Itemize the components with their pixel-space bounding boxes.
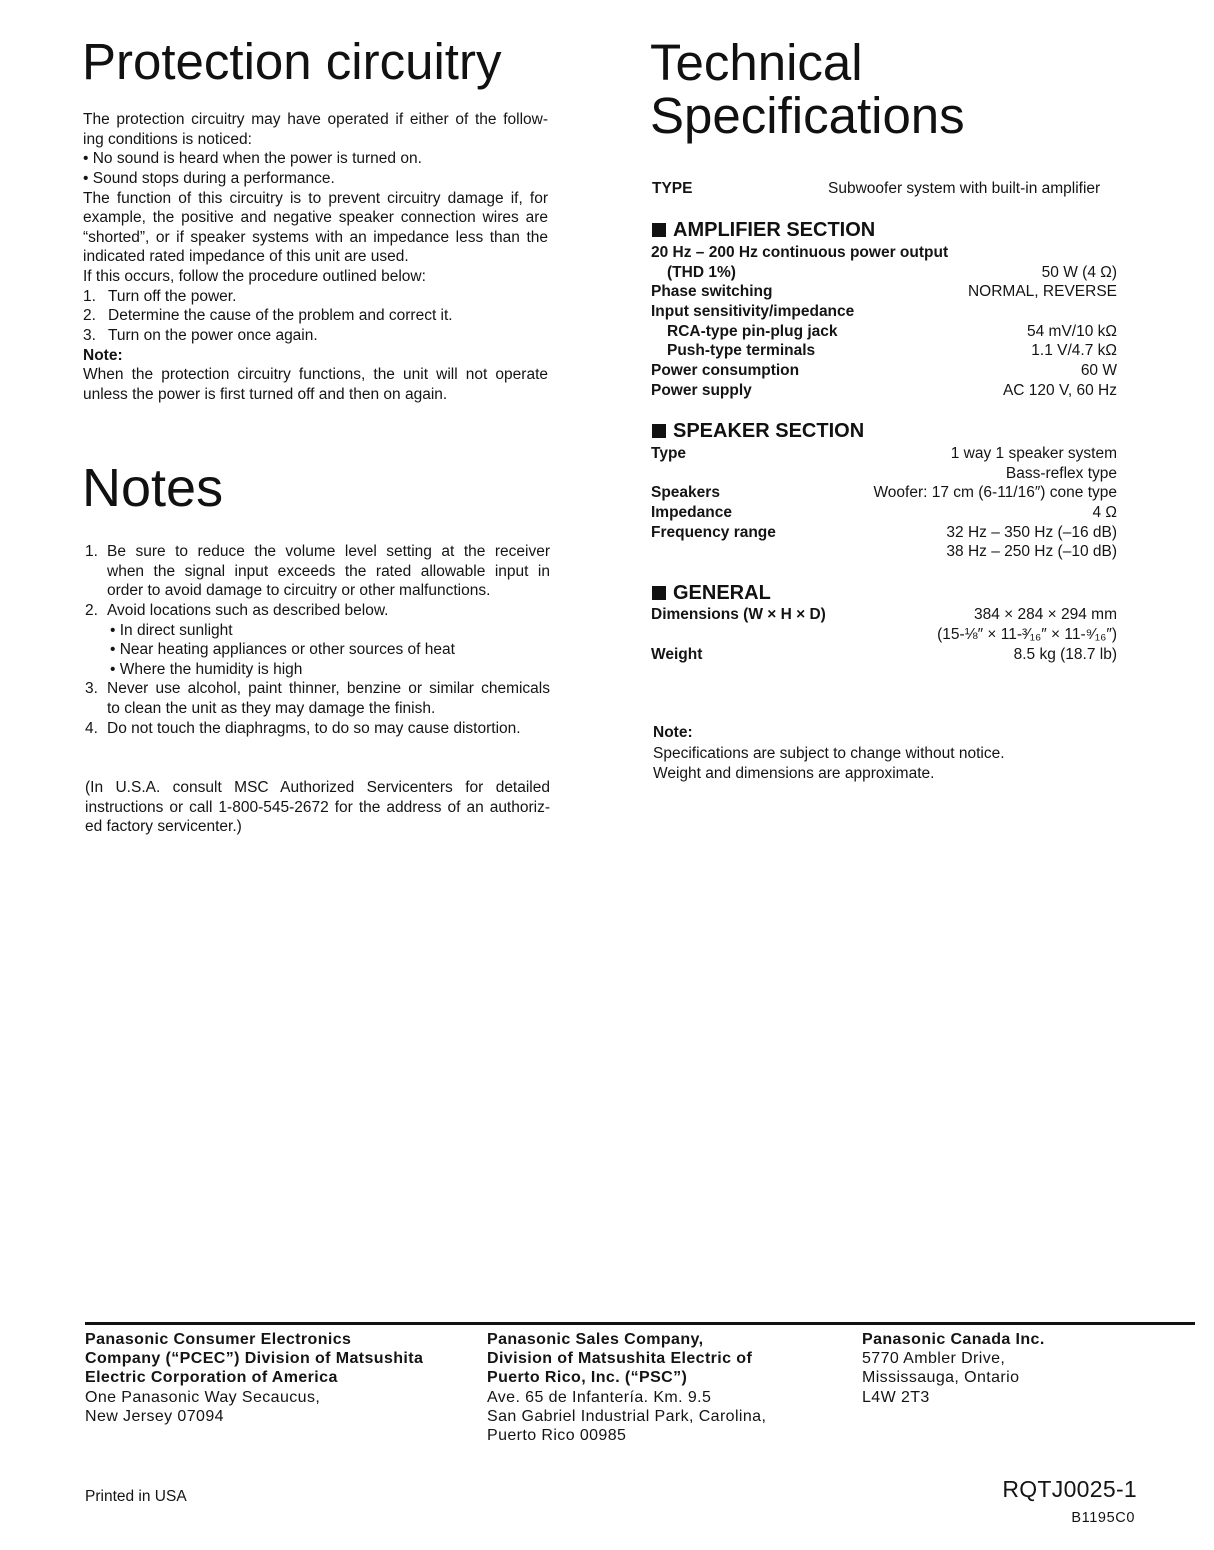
spec-value: Woofer: 17 cm (6-11/16″) cone type bbox=[873, 484, 1117, 502]
footer-rule bbox=[85, 1322, 1195, 1325]
spec-value: 32 Hz – 350 Hz (–16 dB) bbox=[946, 523, 1117, 541]
spec-label: Dimensions (W × H × D) bbox=[651, 606, 826, 623]
spec-value: 60 W bbox=[1080, 362, 1117, 380]
amplifier-section-heading bbox=[652, 218, 875, 242]
step-text: Determine the cause of the problem and correct it. bbox=[108, 307, 453, 325]
service-note bbox=[85, 778, 550, 837]
spec-row bbox=[651, 243, 1117, 263]
company-address-line: L4W 2T3 bbox=[862, 1388, 930, 1406]
square-bullet-icon bbox=[652, 223, 666, 237]
company-name-line: Puerto Rico, Inc. (“PSC”) bbox=[487, 1369, 688, 1387]
spec-value: 1.1 V/4.7 kΩ bbox=[1031, 342, 1117, 360]
spec-row bbox=[651, 503, 1117, 523]
notes-list bbox=[85, 542, 550, 738]
spec-row bbox=[651, 322, 1117, 342]
notes-item-number: 3. bbox=[85, 680, 98, 698]
title-line: Specifications bbox=[650, 87, 965, 144]
company-name-line: Panasonic Canada Inc. bbox=[862, 1331, 1045, 1348]
notes-item-line: Be sure to reduce the volume level setting at the receiver bbox=[107, 543, 550, 560]
spec-row bbox=[651, 282, 1117, 302]
specs-note-label: Note: bbox=[653, 724, 693, 741]
spec-value: 1 way 1 speaker system bbox=[950, 445, 1117, 462]
protection-step bbox=[83, 306, 548, 326]
spec-value: 54 mV/10 kΩ bbox=[1027, 322, 1117, 340]
spec-row bbox=[651, 483, 1117, 503]
specs-note-line: Specifications are subject to change without notice. bbox=[653, 745, 1005, 762]
specs-note-line: Weight and dimensions are approximate. bbox=[653, 764, 935, 782]
protection-note-label: Note: bbox=[83, 346, 123, 364]
notes-item-line: when the signal input exceeds the rated allowable input in bbox=[107, 562, 550, 580]
footer-company-psc bbox=[487, 1330, 766, 1445]
spec-label: 20 Hz – 200 Hz continuous power output bbox=[651, 244, 949, 261]
spec-row bbox=[651, 341, 1117, 361]
spec-row bbox=[651, 444, 1117, 464]
spec-label: Type bbox=[651, 445, 687, 462]
spec-label: Impedance bbox=[651, 504, 732, 522]
spec-row bbox=[651, 523, 1117, 543]
protection-step bbox=[83, 326, 548, 346]
amplifier-spec-table bbox=[651, 243, 1117, 401]
notes-item-line: to clean the unit as they may damage the finish. bbox=[107, 700, 436, 718]
step-text: Turn on the power once again. bbox=[108, 327, 318, 345]
protection-function-line: example, the positive and negative speaker connection wires are bbox=[83, 209, 548, 227]
spec-label: Weight bbox=[651, 646, 703, 663]
spec-label: Phase switching bbox=[651, 283, 773, 301]
notes-item-line: Avoid locations such as described below. bbox=[107, 601, 389, 619]
technical-specifications-title bbox=[650, 36, 965, 142]
spec-row bbox=[651, 361, 1117, 381]
notes-item-line: order to avoid damage to circuitry or other malfunctions. bbox=[107, 582, 491, 600]
specs-note bbox=[653, 723, 1119, 783]
spec-label: Speakers bbox=[651, 484, 720, 502]
spec-label: Input sensitivity/impedance bbox=[651, 303, 855, 321]
notes-item bbox=[85, 679, 550, 718]
protection-bullet: • No sound is heard when the power is turned on. bbox=[83, 150, 422, 168]
spec-value: 384 × 284 × 294 mm bbox=[973, 606, 1117, 623]
spec-label: Frequency range bbox=[651, 523, 776, 541]
type-label: TYPE bbox=[652, 180, 693, 197]
spec-label: Power consumption bbox=[651, 362, 800, 380]
notes-item-number: 1. bbox=[85, 543, 98, 560]
company-address-line: New Jersey 07094 bbox=[85, 1407, 224, 1425]
spec-row bbox=[651, 625, 1117, 645]
notes-title: Notes bbox=[82, 458, 224, 518]
step-number: 2. bbox=[83, 307, 96, 325]
company-name-line: Panasonic Sales Company, bbox=[487, 1331, 704, 1348]
company-address-line: San Gabriel Industrial Park, Carolina, bbox=[487, 1407, 767, 1425]
footer-company-canada bbox=[862, 1330, 1045, 1407]
spec-row bbox=[651, 542, 1117, 562]
notes-item-number: 4. bbox=[85, 719, 98, 737]
spec-label: (THD 1%) bbox=[667, 263, 736, 281]
spec-row bbox=[651, 263, 1117, 283]
spec-value: 8.5 kg (18.7 lb) bbox=[1013, 646, 1117, 663]
square-bullet-icon bbox=[652, 586, 666, 600]
protection-intro-line: The protection circuitry may have operated if either of the follow- bbox=[83, 111, 548, 128]
spec-value: 50 W (4 Ω) bbox=[1041, 263, 1117, 281]
footer-company-pcec bbox=[85, 1330, 423, 1426]
printed-in-label: Printed in USA bbox=[85, 1488, 187, 1505]
section-heading-text: AMPLIFIER SECTION bbox=[673, 219, 876, 241]
general-section-heading bbox=[652, 581, 771, 605]
spec-row bbox=[651, 605, 1117, 625]
spec-label: Power supply bbox=[651, 381, 752, 399]
title-line: Technical bbox=[650, 34, 863, 91]
type-value: Subwoofer system with built-in amplifier bbox=[828, 180, 1101, 197]
protection-note-line: unless the power is first turned off and then on again. bbox=[83, 385, 448, 403]
section-heading-text: GENERAL bbox=[673, 582, 771, 604]
company-name-line: Panasonic Consumer Electronics bbox=[85, 1331, 352, 1348]
company-name-line: Company (“PCEC”) Division of Matsushita bbox=[85, 1350, 424, 1368]
protection-bullet: • Sound stops during a performance. bbox=[83, 169, 335, 187]
spec-value: (15-⅛″ × 11-³⁄₁₆″ × 11-⁹⁄₁₆″) bbox=[937, 626, 1117, 643]
speaker-section-heading bbox=[652, 419, 864, 443]
protection-function-line: “shorted”, or if speaker systems with an impedance less than the bbox=[83, 228, 548, 246]
protection-intro-line: ing conditions is noticed: bbox=[83, 130, 252, 148]
spec-row bbox=[651, 645, 1117, 665]
service-note-line: (In U.S.A. consult MSC Authorized Servicenters for detailed bbox=[85, 779, 550, 796]
step-text: Turn off the power. bbox=[108, 287, 237, 305]
notes-item-number: 2. bbox=[85, 601, 98, 619]
print-code: B1195C0 bbox=[1071, 1510, 1135, 1526]
spec-label: RCA-type pin-plug jack bbox=[667, 322, 838, 340]
notes-sub-bullet: • Near heating appliances or other sources of heat bbox=[110, 641, 455, 659]
step-number: 3. bbox=[83, 327, 96, 345]
general-spec-table bbox=[651, 605, 1117, 665]
spec-value: NORMAL, REVERSE bbox=[967, 283, 1117, 301]
company-name-line: Division of Matsushita Electric of bbox=[487, 1350, 753, 1368]
notes-item bbox=[85, 719, 550, 739]
company-address-line: Ave. 65 de Infantería. Km. 9.5 bbox=[487, 1388, 712, 1406]
step-number: 1. bbox=[83, 287, 96, 305]
section-heading-text: SPEAKER SECTION bbox=[673, 420, 865, 442]
spec-label: Push-type terminals bbox=[667, 342, 816, 360]
speaker-spec-table bbox=[651, 444, 1117, 562]
square-bullet-icon bbox=[652, 424, 666, 438]
spec-value: Bass-reflex type bbox=[1005, 464, 1117, 482]
service-note-line: ed factory servicenter.) bbox=[85, 818, 242, 836]
spec-row bbox=[651, 302, 1117, 322]
protection-body bbox=[83, 110, 548, 405]
protection-circuitry-title: Protection circuitry bbox=[82, 33, 502, 90]
spec-row bbox=[651, 381, 1117, 401]
protection-note-line: When the protection circuitry functions, the unit will not operate bbox=[83, 366, 548, 384]
notes-item bbox=[85, 601, 550, 680]
notes-sub-bullet: • Where the humidity is high bbox=[110, 660, 303, 678]
protection-function-line: indicated rated impedance of this unit are used. bbox=[83, 248, 409, 266]
document-code: RQTJ0025-1 bbox=[1002, 1476, 1137, 1502]
protection-procedure-intro: If this occurs, follow the procedure outlined below: bbox=[83, 268, 426, 286]
company-address-line: Puerto Rico 00985 bbox=[487, 1426, 627, 1444]
notes-item-line: Never use alcohol, paint thinner, benzine or similar chemicals bbox=[107, 680, 550, 698]
protection-step bbox=[83, 287, 548, 307]
service-note-line: instructions or call 1-800-545-2672 for the address of an authoriz- bbox=[85, 798, 550, 816]
spec-value: 4 Ω bbox=[1092, 504, 1117, 522]
company-address-line: 5770 Ambler Drive, bbox=[862, 1350, 1006, 1368]
notes-item-line: Do not touch the diaphragms, to do so may cause distortion. bbox=[107, 719, 521, 737]
company-address-line: One Panasonic Way Secaucus, bbox=[85, 1388, 321, 1406]
protection-function-line: The function of this circuitry is to prevent circuitry damage if, for bbox=[83, 189, 548, 207]
notes-sub-bullet: • In direct sunlight bbox=[110, 621, 233, 639]
spec-value: AC 120 V, 60 Hz bbox=[1002, 381, 1117, 399]
notes-item bbox=[85, 542, 550, 601]
company-name-line: Electric Corporation of America bbox=[85, 1369, 338, 1387]
spec-value: 38 Hz – 250 Hz (–10 dB) bbox=[946, 543, 1117, 561]
spec-row bbox=[651, 464, 1117, 484]
company-address-line: Mississauga, Ontario bbox=[862, 1369, 1020, 1387]
